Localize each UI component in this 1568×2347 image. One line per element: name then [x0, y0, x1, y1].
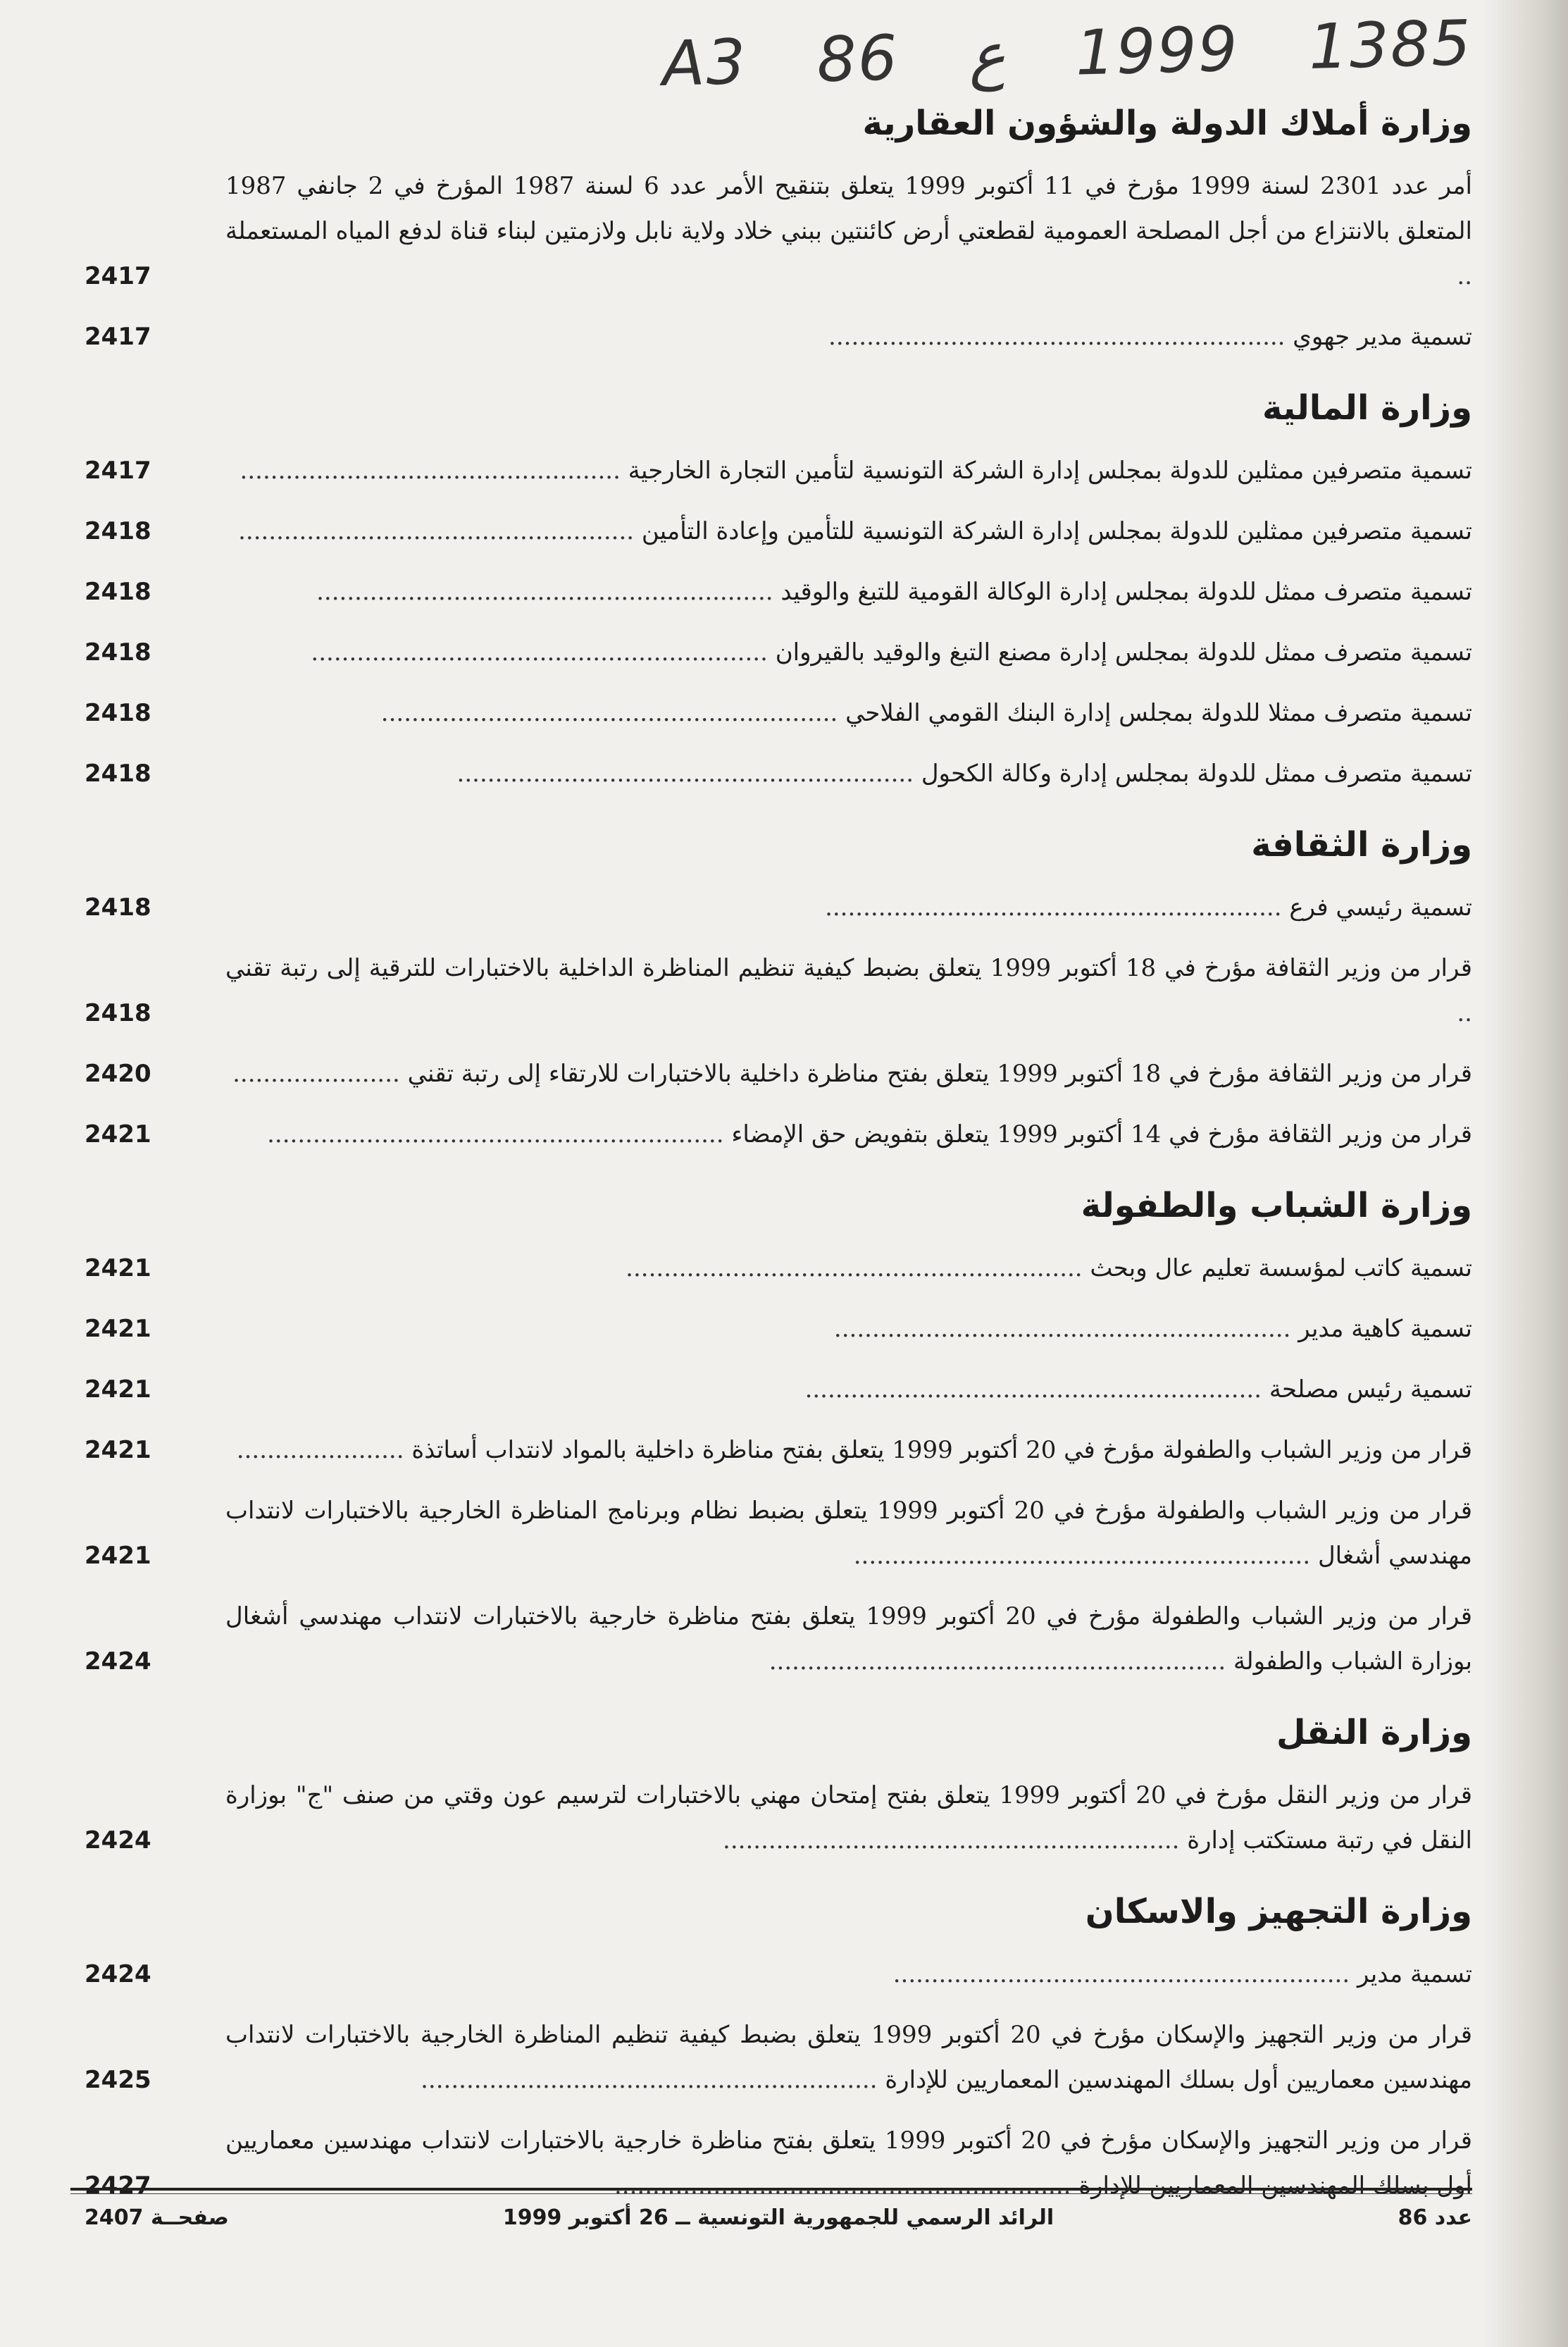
- toc-entry: [85, 885, 1472, 930]
- dot-leader: ............................................................: [853, 1542, 1318, 1570]
- dot-leader: ..: [1457, 999, 1472, 1027]
- publication-title: الرائد الرسمي للجمهورية التونسية ــ 26 أكتوبر 1999: [502, 2205, 1054, 2230]
- toc-entry: [85, 2012, 1472, 2103]
- toc-entry-label: أمر عدد 2301 لسنة 1999 مؤرخ في 11 أكتوبر 1999 يتعلق بتنقيح الأمر عدد 6 لسنة 1987 المؤرخ في 2 جانفي 1987 المتعلق بالانتزاع من أجل المصلحة العمومية لقطعتي أرض كائنتين ببني خلاد ولاية نابل ولازمتين لبناء قناة لدفع المياه المستعملة: [225, 172, 1473, 245]
- handwritten-mark: 1999: [1074, 12, 1240, 89]
- toc-entry-label: قرار من وزير الثقافة مؤرخ في 18 أكتوبر 1999 يتعلق بفتح مناظرة داخلية بالاختبارات للارتقاء إلى رتبة تقني: [407, 1060, 1472, 1088]
- dot-leader: ............................................................: [626, 1254, 1090, 1282]
- toc-entry-page: 2421: [85, 1542, 151, 1570]
- toc-entry-page: 2421: [85, 1254, 151, 1282]
- toc-entry-text: [225, 314, 1472, 359]
- toc-entry: [85, 946, 1472, 1036]
- toc-entry-text: [225, 448, 1472, 493]
- ministry-title: وزارة الشباب والطفولة: [1081, 1186, 1472, 1225]
- toc-entry-text: [225, 1773, 1472, 1863]
- dot-leader: ..................................................: [239, 457, 628, 485]
- toc-entry: [85, 314, 1472, 359]
- toc-entry-text: [225, 751, 1472, 796]
- toc-entry-page: 2421: [85, 1120, 151, 1148]
- dot-leader: ............................................................: [614, 2172, 1079, 2200]
- ministry-section: [85, 1181, 1472, 1684]
- toc-entry-label: قرار من وزير الثقافة مؤرخ في 18 أكتوبر 1999 يتعلق بضبط كيفية تنظيم المناظرة الداخلية بالاختبارات للترقية إلى رتبة تقني: [225, 954, 1473, 982]
- toc-entry-page: 2427: [85, 2172, 151, 2200]
- toc-entry-page: 2421: [85, 1375, 151, 1404]
- toc-entry-page: 2424: [85, 1826, 151, 1854]
- page-footer: [85, 2205, 1472, 2248]
- toc-entry-text: [225, 1246, 1472, 1291]
- page-edge-shadow: [1483, 0, 1568, 2347]
- toc-entry-page: 2418: [85, 760, 151, 788]
- toc-entry-page: 2418: [85, 517, 151, 545]
- dot-leader: ......................: [236, 1436, 412, 1464]
- toc-entry-label: قرار من وزير الشباب والطفولة مؤرخ في 20 أكتوبر 1999 يتعلق بفتح مناظرة داخلية بالمواد لانتداب أساتذة: [411, 1436, 1472, 1464]
- toc-entry-label: تسمية متصرف ممثل للدولة بمجلس إدارة مصنع التبغ والوقيد بالقيروان: [775, 638, 1472, 667]
- dot-leader: ..: [1457, 262, 1472, 290]
- toc-entry-text: [225, 2118, 1472, 2208]
- toc-entry-page: 2421: [85, 1315, 151, 1343]
- toc-entry-label: تسمية متصرف ممثل للدولة بمجلس إدارة الوكالة القومية للتبغ والوقيد: [780, 578, 1472, 606]
- toc-entry: [85, 509, 1472, 554]
- toc-entry-label: تسمية متصرفين ممثلين للدولة بمجلس إدارة الشركة التونسية لتأمين التجارة الخارجية: [628, 457, 1472, 485]
- toc-entry: [85, 1246, 1472, 1291]
- toc-entry: [85, 1952, 1472, 1997]
- ministry-section: [85, 99, 1472, 359]
- toc-entry-label: تسمية مدير: [1357, 1960, 1472, 1988]
- toc-entry-text: [225, 630, 1472, 675]
- dot-leader: ............................................................: [311, 638, 776, 667]
- toc-entry-page: 2418: [85, 578, 151, 606]
- toc-entry-text: [225, 691, 1472, 736]
- table-of-contents: [85, 99, 1472, 2232]
- dot-leader: ............................................................: [833, 1315, 1299, 1343]
- dot-leader: ............................................................: [769, 1647, 1234, 1676]
- toc-entry-page: 2418: [85, 638, 151, 667]
- handwritten-mark: A3: [661, 25, 748, 100]
- toc-entry-label: قرار من وزير الثقافة مؤرخ في 14 أكتوبر 1999 يتعلق بتفويض حق الإمضاء: [731, 1120, 1472, 1148]
- ministry-title: وزارة المالية: [1262, 388, 1472, 428]
- toc-entry: [85, 163, 1472, 299]
- dot-leader: ............................................................: [892, 1960, 1357, 1988]
- ministry-section: [85, 383, 1472, 796]
- toc-entry-text: [225, 2012, 1472, 2103]
- toc-entry-text: [225, 1952, 1472, 1997]
- toc-entry: [85, 1306, 1472, 1351]
- toc-entry-label: تسمية متصرف ممثلا للدولة بمجلس إدارة البنك القومي الفلاحي: [845, 699, 1472, 727]
- toc-entry-label: قرار من وزير الشباب والطفولة مؤرخ في 20 أكتوبر 1999 يتعلق بضبط نظام وبرنامج المناظرة الخارجية بالاختبارات لانتداب مهندسي أشغال: [225, 1497, 1473, 1570]
- toc-entry-page: 2418: [85, 893, 151, 922]
- ministry-section: [85, 820, 1472, 1157]
- dot-leader: ....................................................: [238, 517, 642, 545]
- dot-leader: ............................................................: [825, 893, 1290, 922]
- ministry-title: وزارة الثقافة: [1251, 825, 1472, 865]
- dot-leader: ............................................................: [456, 760, 921, 788]
- toc-entry-text: [225, 1367, 1472, 1412]
- toc-entry: [85, 751, 1472, 796]
- handwritten-mark: 1385: [1307, 6, 1474, 83]
- ministry-title: وزارة النقل: [1276, 1713, 1472, 1752]
- toc-entry-page: 2417: [85, 457, 151, 485]
- toc-entry-page: 2424: [85, 1647, 151, 1676]
- toc-entry-label: تسمية مدير جهوي: [1293, 323, 1472, 351]
- toc-entry-page: 2425: [85, 2066, 151, 2094]
- toc-entry-page: 2420: [85, 1060, 151, 1088]
- toc-entry-page: 2421: [85, 1436, 151, 1464]
- toc-entry: [85, 691, 1472, 736]
- dot-leader: ............................................................: [421, 2066, 885, 2094]
- toc-entry-label: قرار من وزير الشباب والطفولة مؤرخ في 20 أكتوبر 1999 يتعلق بفتح مناظرة خارجية بالاختبارات لانتداب مهندسي أشغال بوزارة الشباب والطفولة: [225, 1602, 1472, 1676]
- toc-entry-text: [225, 1428, 1472, 1473]
- handwritten-archive-marks: [661, 4, 1473, 102]
- handwritten-mark: ع: [967, 18, 1007, 92]
- toc-entry-label: تسمية كاهية مدير: [1298, 1315, 1472, 1343]
- toc-entry: [85, 1428, 1472, 1473]
- ministry-section: [85, 1887, 1472, 2208]
- toc-entry-label: تسمية كاتب لمؤسسة تعليم عال وبحث: [1090, 1254, 1472, 1282]
- toc-entry: [85, 630, 1472, 675]
- ministry-title: وزارة التجهيز والاسكان: [1085, 1892, 1472, 1931]
- toc-entry-text: [225, 509, 1472, 554]
- toc-entry: [85, 1488, 1472, 1578]
- footer-divider-thin: [70, 2193, 1472, 2194]
- toc-entry-text: [225, 163, 1472, 299]
- dot-leader: ............................................................: [804, 1375, 1269, 1404]
- toc-entry-label: تسمية متصرف ممثل للدولة بمجلس إدارة وكالة الكحول: [921, 760, 1472, 788]
- toc-entry: [85, 1112, 1472, 1157]
- toc-entry-page: 2418: [85, 999, 151, 1027]
- toc-entry: [85, 569, 1472, 614]
- toc-entry: [85, 1594, 1472, 1684]
- toc-entry-label: تسمية رئيسي فرع: [1289, 893, 1472, 922]
- footer-divider: [70, 2188, 1472, 2191]
- ministry-section: [85, 1708, 1472, 1863]
- dot-leader: ............................................................: [828, 323, 1293, 351]
- toc-entry: [85, 1367, 1472, 1412]
- toc-entry-text: [225, 1112, 1472, 1157]
- toc-entry-text: [225, 946, 1472, 1036]
- dot-leader: ............................................................: [723, 1826, 1188, 1854]
- toc-entry-label: تسمية متصرفين ممثلين للدولة بمجلس إدارة الشركة التونسية للتأمين وإعادة التأمين: [641, 517, 1472, 545]
- toc-entry-label: قرار من وزير النقل مؤرخ في 20 أكتوبر 1999 يتعلق بفتح إمتحان مهني بالاختبارات لترسيم عون وقتي من صنف "ج" بوزارة النقل في رتبة مستكتب إدارة: [225, 1781, 1472, 1854]
- toc-entry-text: [225, 1488, 1472, 1578]
- toc-entry-text: [225, 1306, 1472, 1351]
- toc-entry: [85, 1051, 1472, 1096]
- ministry-title: وزارة أملاك الدولة والشؤون العقارية: [862, 104, 1472, 143]
- toc-entry: [85, 1773, 1472, 1863]
- toc-entry-label: تسمية رئيس مصلحة: [1269, 1375, 1472, 1404]
- dot-leader: ............................................................: [267, 1120, 732, 1148]
- issue-number: عدد 86: [1398, 2205, 1472, 2230]
- dot-leader: ............................................................: [316, 578, 781, 606]
- page-number: صفحــة 2407: [85, 2205, 229, 2230]
- toc-entry: [85, 2118, 1472, 2208]
- toc-entry: [85, 448, 1472, 493]
- toc-entry-page: 2417: [85, 262, 151, 290]
- toc-entry-label: قرار من وزير التجهيز والإسكان مؤرخ في 20 أكتوبر 1999 يتعلق بضبط كيفية تنظيم المناظرة الخارجية بالاختبارات لانتداب مهندسين معماريين أول بسلك المهندسين المعماريين للإدارة: [225, 2021, 1472, 2094]
- dot-leader: ............................................................: [380, 699, 846, 727]
- toc-entry-page: 2418: [85, 699, 151, 727]
- toc-entry-label: قرار من وزير التجهيز والإسكان مؤرخ في 20 أكتوبر 1999 يتعلق بفتح مناظرة خارجية بالاختبارات لانتداب مهندسين معماريين أول بسلك المهندسين المعماريين للإدارة: [225, 2126, 1472, 2200]
- toc-entry-text: [225, 1051, 1472, 1096]
- dot-leader: ......................: [232, 1060, 408, 1088]
- handwritten-mark: 86: [816, 20, 900, 96]
- toc-entry-page: 2417: [85, 323, 151, 351]
- toc-entry-text: [225, 1594, 1472, 1684]
- toc-entry-text: [225, 885, 1472, 930]
- toc-entry-page: 2424: [85, 1960, 151, 1988]
- toc-entry-text: [225, 569, 1472, 614]
